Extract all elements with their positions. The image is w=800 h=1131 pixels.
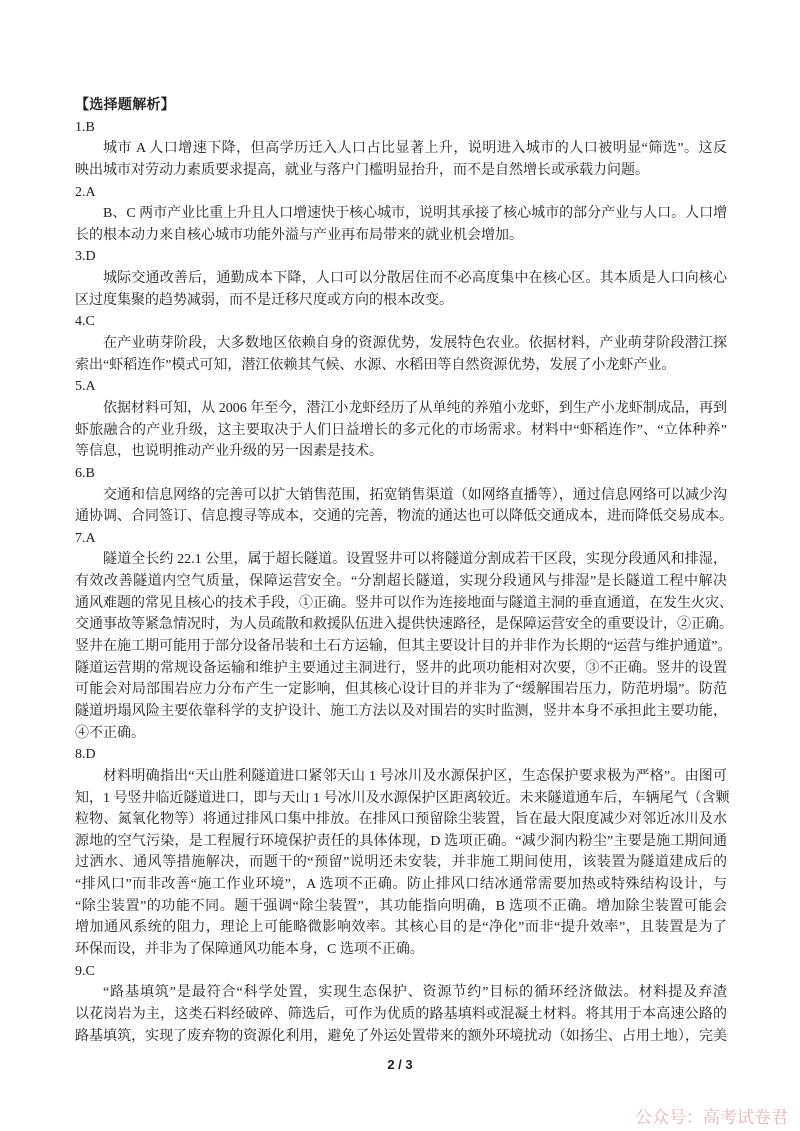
answer-label: 2.A [75,184,96,200]
answer-label: 3.D [75,249,96,265]
section-title: 【选择题解析】 [75,98,176,113]
explanation-line: 材料明确指出“天山胜利隧道进口紧邻天山 1 号冰川及水源保护区，生态保护要求极为严格”。由图可 [103,768,727,784]
explanation-line: 通风难题的常见且核心的技术手段，①正确。竖井可以作为连接地面与隧道主洞的垂直通道，在发生火灾、 [75,595,733,611]
explanation-line: 源地的空气污染，是工程履行环境保护责任的具体体现，D 选项正确。“减少洞内粉尘”主要是施工期间通 [75,833,727,849]
answer-label: 5.A [75,379,96,395]
explanation-line: 索出“虾稻连作”模式可知，潜江依赖其气候、水源、水稻田等自然资源优势，发展了小龙虾产业。 [75,357,676,373]
explanation-line: 依据材料可知，从 2006 年至今，潜江小龙虾经历了从单纯的养殖小龙虾，到生产小龙虾制成品，再到 [103,400,727,416]
answer-label: 9.C [75,963,95,979]
explanation-line: 知，1 号竖井临近隧道进口，即与天山 1 号冰川及水源保护区距离较近。未来隧道通车后，车辆尾气（含颗 [75,790,730,806]
explanation-line: 隧道运营期的常规设备运输和维护主要通过主洞进行，竖井的此项功能相对次要，③不正确。竖井的设置 [75,660,727,676]
explanation-line: “除尘装置”的功能不同。题干强调“除尘装置”，其功能指向明确，B 选项不正确。增加除尘装置可能会 [75,898,727,914]
explanation-line: 隧道坍塌风险主要依靠科学的支护设计、施工方法以及对围岩的实时监测，竖井本身不承担此主要功能， [75,703,727,719]
explanation-line: 隧道全长约 22.1 公里，属于超长隧道。设置竖井可以将隧道分割成若干区段，实现分段通风和排湿， [103,552,727,568]
answer-label: 8.D [75,747,96,763]
explanation-line: 增加通风系统的阻力，理论上可能略微影响效率。其核心目的是“净化”而非“提升效率”，且装置是为了 [75,920,727,936]
explanation-line: 交通和信息网络的完善可以扩大销售范围，拓宽销售渠道（如网络直播等），通过信息网络可以减少沟 [103,487,727,503]
explanation-line: 以花岗岩为主，这类石料经破碎、筛选后，可作为优质的路基填料或混凝土材料。将其用于本高速公路的 [75,1006,727,1022]
answer-label: 6.B [75,465,95,481]
explanation-line: ④不正确。 [75,725,145,741]
page-number: 2 / 3 [387,1057,413,1072]
explanation-line: 映出城市对劳动力素质要求提高，就业与落户门槛明显抬升，而不是自然增长或承载力问题。 [75,162,649,178]
answer-item [75,961,727,1048]
answer-item [75,246,727,311]
explanation-line: 城际交通改善后，通勤成本下降，人口可以分散居住而不必高度集中在核心区。其本质是人口向核心 [103,271,727,287]
explanation-line: 等信息，也说明推动产业升级的另一因素是技术。 [75,444,383,460]
explanation-line: B、C 两市产业比重上升且人口增速快于核心城市，说明其承接了核心城市的部分产业与人口。人口增 [103,206,728,222]
explanation-line: 有效改善隧道内空气质量，保障运营安全。“分割超长隧道，实现分段通风与排湿”是长隧道工程中解决 [75,574,727,590]
explanation-line: 路基填筑，实现了废弃物的资源化利用，避免了外运处置带来的额外环境扰动（如扬尘、占用土地），完美 [75,1028,727,1044]
answer-item [75,182,727,247]
answer-item [75,463,733,528]
explanation-line: 长的根本动力来自核心城市功能外溢与产业再布局带来的就业机会增加。 [75,227,523,243]
explanation-line: 在产业萌芽阶段，大多数地区依赖自身的资源优势，发展特色农业。依据材料，产业萌芽阶段潜江探 [103,336,727,352]
answer-item [75,311,727,376]
answer-item [75,117,727,182]
explanation-line: 区过度集聚的趋势减弱，而不是迁移尺度或方向的根本改变。 [75,292,453,308]
answer-item [75,376,727,463]
answer-item [75,528,733,744]
answer-item [75,744,730,960]
explanation-line: “排风口”而非改善“施工作业环境”，A 选项不正确。防止排风口结冰通常需要加热或特殊结构设计，与 [75,877,727,893]
watermark: 公众号：高考试卷君 [635,1108,788,1128]
explanation-line: 环保而设，并非为了保障通风功能本身，C 选项不正确。 [75,941,424,957]
explanation-line: 竖井在施工期可能用于部分设备吊装和土石方运输，但其主要设计目的并非作为长期的“运营与维护通道”。 [75,639,732,655]
explanation-line: 过洒水、通风等措施解决，而题干的“预留”说明还未安装，并非施工期间使用，该装置为隧道建成后的 [75,855,727,871]
answer-label: 4.C [75,314,95,330]
document-body [75,95,733,1047]
explanation-line: 可能会对局部围岩应力分布产生一定影响，但其核心设计目的并非为了“缓解围岩压力，防范坍塌”。防范 [75,682,727,698]
explanation-line: “路基填筑”是最符合“科学处置，实现生态保护、资源节约”目标的循环经济做法。材料提及弃渣 [103,985,727,1001]
explanation-line: 交通事故等紧急情况时，为人员疏散和救援队伍进入提供快速路径，是保障运营安全的重要设计，②正确。 [75,617,733,633]
explanation-line: 虾旅融合的产业升级，这主要取决于人们日益增长的多元化的市场需求。材料中“虾稻连作”、“立体种养” [75,422,727,438]
answer-label: 7.A [75,530,96,546]
explanation-line: 通协调、合同签订、信息搜寻等成本，交通的完善，物流的通达也可以降低交通成本，进而降低交易成本。 [75,509,733,525]
explanation-line: 粒物、氮氧化物等）将通过排风口集中排放。在排风口预留除尘装置，旨在最大限度减少对邻近冰川及水 [75,812,727,828]
explanation-line: 城市 A 人口增速下降，但高学历迁入人口占比显著上升，说明进入城市的人口被明显“筛选”。这反 [103,141,727,157]
answer-label: 1.B [75,119,95,135]
answer-list [75,117,733,1048]
